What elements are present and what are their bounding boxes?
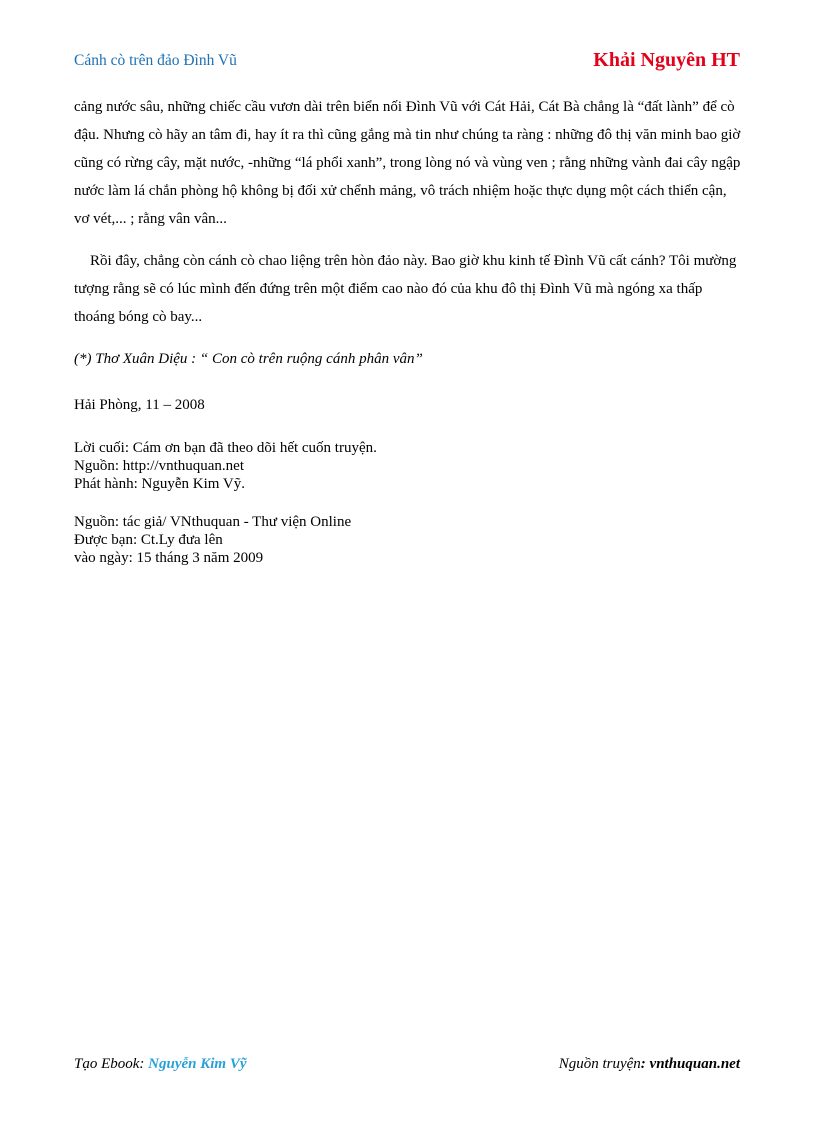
upload-date-line: vào ngày: 15 tháng 3 năm 2009 — [74, 550, 264, 566]
uploader-line: Được bạn: Ct.Ly đưa lên — [74, 532, 223, 548]
footnote: (*) Thơ Xuân Diệu : “ Con cò trên ruộng cánh phân vân” — [74, 351, 423, 367]
footer-ebook-label: Tạo Ebook — [74, 1056, 140, 1072]
footer-ebook-credit — [74, 1056, 247, 1073]
footer-source-separator: : — [640, 1056, 650, 1072]
header-book-title: Cánh cò trên đảo Đình Vũ — [74, 52, 237, 69]
footer-source-credit — [559, 1056, 740, 1073]
paragraph-2: Rồi đây, chẳng còn cánh cò chao liệng trên hòn đảo này. Bao giờ khu kinh tế Đình Vũ cất cánh? Tôi mường tượng rằng sẽ có lúc mình đến đứng trên một điểm cao nào đó của khu đô thị Đình Vũ mà ngóng xa thấp thoáng bóng cò bay... — [74, 253, 737, 325]
header-author: Khải Nguyên HT — [593, 49, 740, 71]
origin-line: Nguồn: tác giả/ VNthuquan - Thư viện Online — [74, 514, 352, 530]
footer-ebook-separator: : — [139, 1056, 149, 1072]
closing-line: Lời cuối: Cám ơn bạn đã theo dõi hết cuốn truyện. — [74, 440, 377, 456]
paragraph-1: cảng nước sâu, những chiếc cầu vươn dài trên biển nối Đình Vũ với Cát Hải, Cát Bà chẳng là “đất lành” để cò đậu. Nhưng cò hãy an tâm đi, hay ít ra thì cũng gắng mà tin như chúng ta ràng : những đô thị văn minh bao giờ cũng có rừng cây, mặt nước, -những “lá phổi xanh”, trong lòng nó và vùng ven ; rằng những vành đai cây ngập nước làm lá chắn phòng hộ không bị đối xử chểnh mảng, vô trách nhiệm hoặc thực dụng một cách thiển cận, vơ vét,... ; rằng vân vân... — [74, 99, 741, 227]
footer-ebook-name: Nguyễn Kim Vỹ — [148, 1056, 247, 1072]
footer-source-label: Nguồn truyện — [558, 1056, 641, 1072]
upload-info — [74, 513, 742, 567]
closing-info — [74, 439, 742, 493]
page-content — [74, 93, 742, 567]
footer-source-site: vnthuquan.net — [649, 1056, 740, 1072]
source-line: Nguồn: http://vnthuquan.net — [74, 458, 244, 474]
place-date: Hải Phòng, 11 – 2008 — [74, 397, 205, 413]
publisher-line: Phát hành: Nguyễn Kim Vỹ. — [74, 476, 245, 492]
